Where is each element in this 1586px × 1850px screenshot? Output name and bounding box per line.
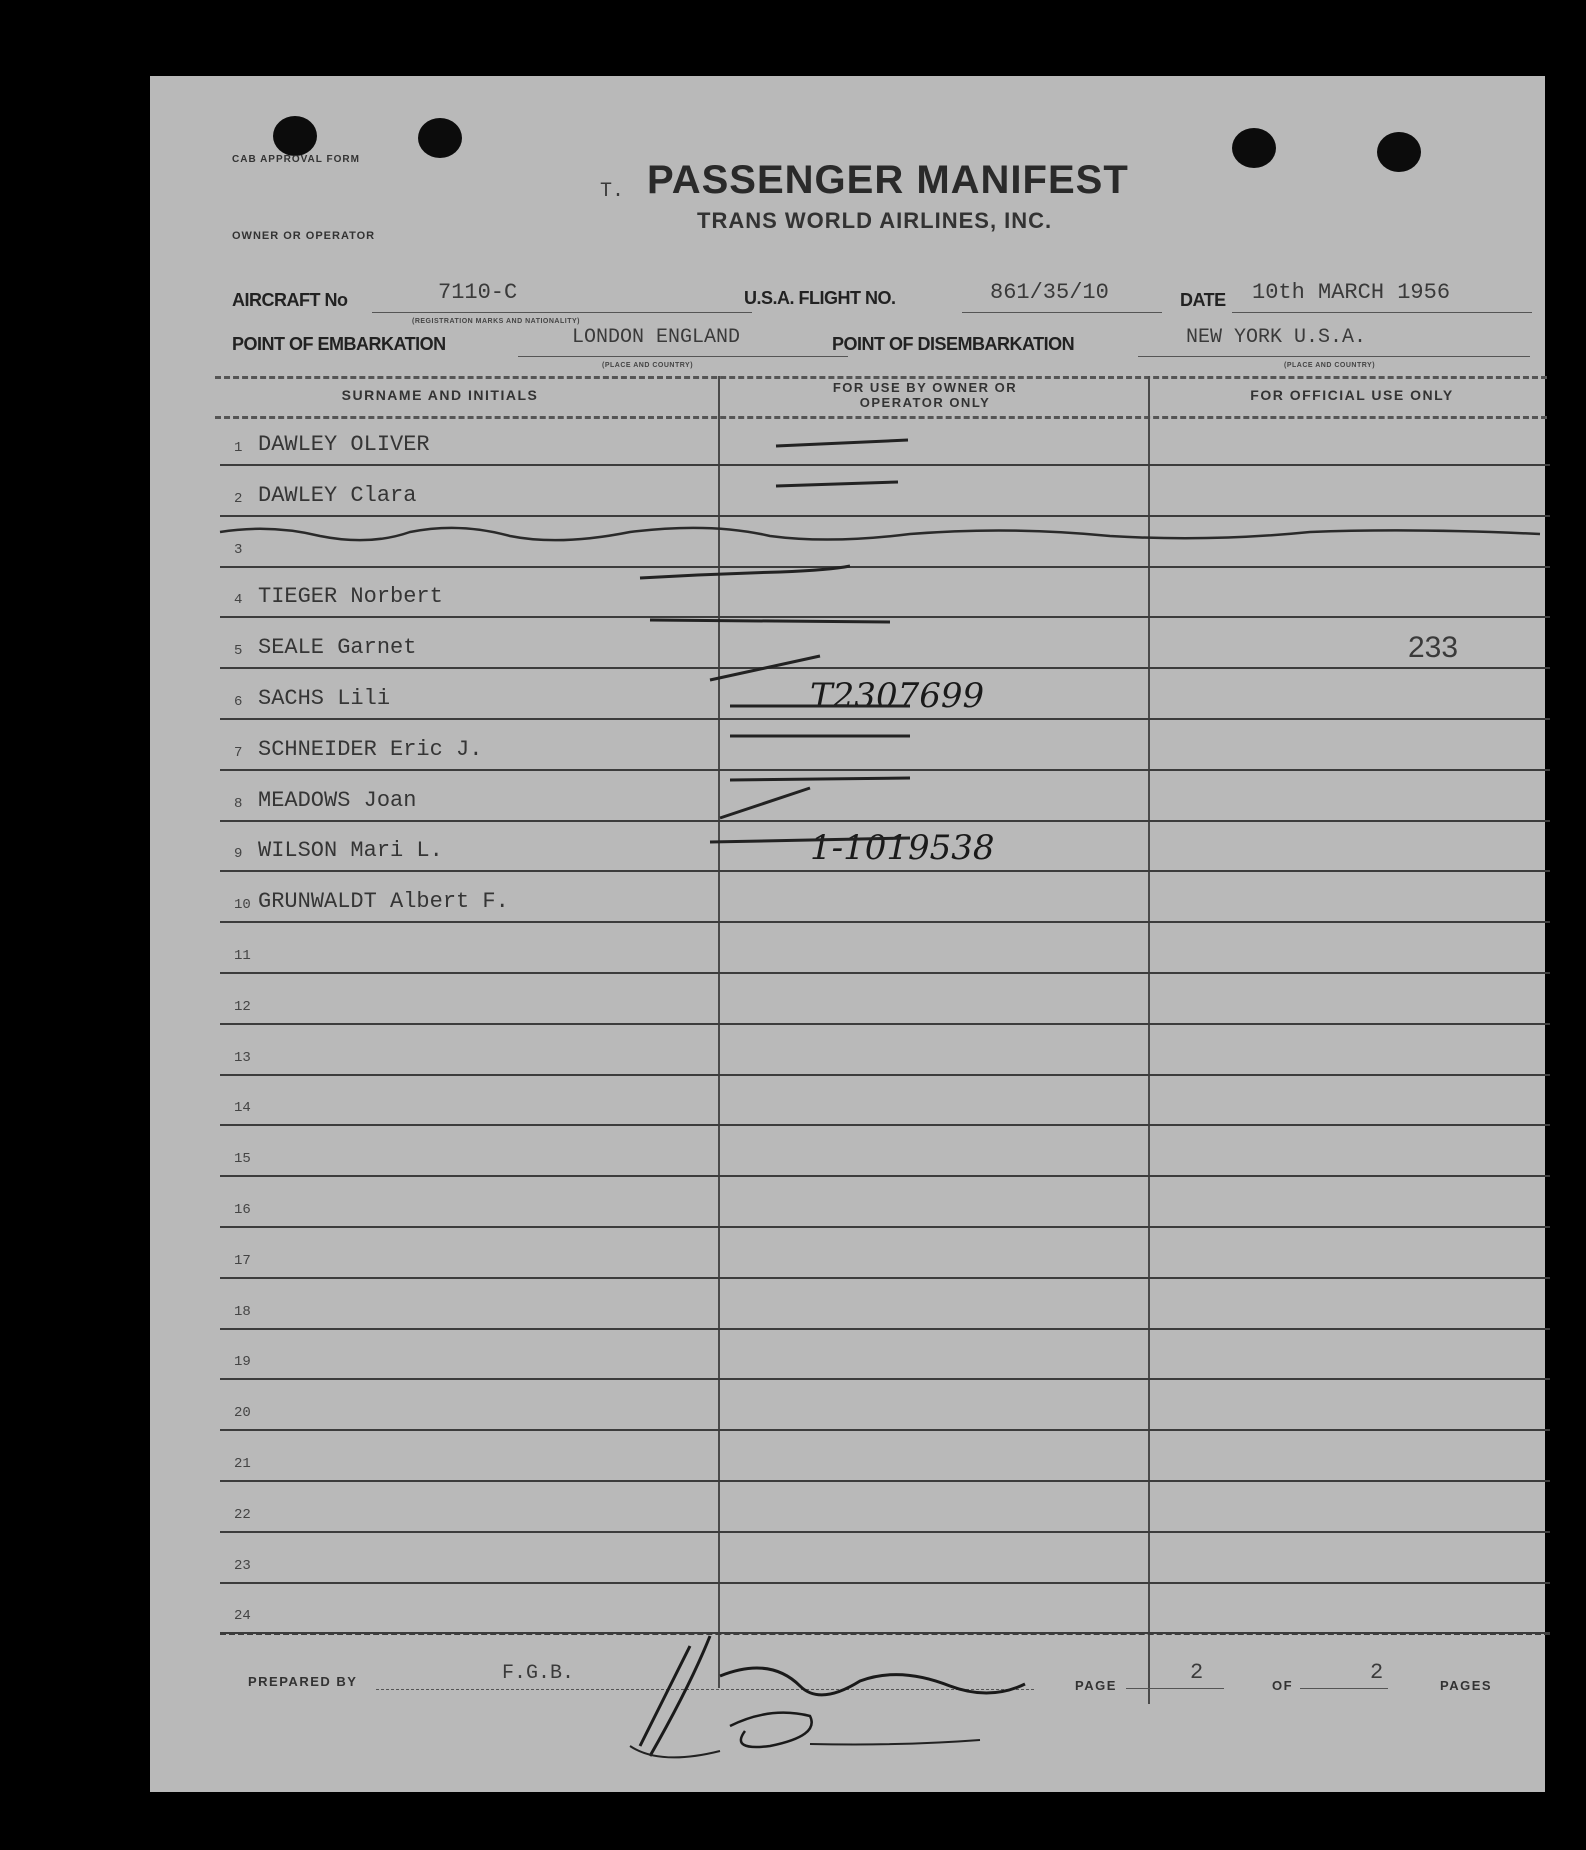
row-number: 20: [234, 1405, 251, 1422]
table-row-rule: [220, 1023, 1550, 1025]
owner-use-entry: 1-1019538: [810, 828, 995, 869]
table-row-rule: [220, 1480, 1550, 1482]
row-number: 16: [234, 1202, 251, 1218]
row-number: 7: [234, 744, 243, 761]
row-number: 6: [234, 694, 243, 710]
date-value: 10th MARCH 1956: [1252, 280, 1451, 305]
disembark-label: POINT OF DISEMBARKATION: [832, 334, 1075, 354]
manifest-document: [150, 76, 1545, 1792]
row-number: 15: [234, 1151, 251, 1168]
table-row-rule: [220, 1328, 1550, 1330]
passenger-name: WILSON Mari L.: [258, 838, 443, 864]
punch-hole: [1377, 132, 1421, 172]
flight-label: U.S.A. FLIGHT NO.: [744, 288, 896, 308]
row-number: 19: [234, 1354, 251, 1371]
punch-hole: [418, 118, 462, 158]
pen-marks: [210, 436, 1550, 856]
column-header-official-use: FOR OFFICIAL USE ONLY: [1250, 387, 1454, 403]
embark-label: POINT OF EMBARKATION: [232, 334, 446, 354]
table-row-rule: [220, 921, 1550, 923]
punch-hole: [1232, 128, 1276, 168]
owner-use-entry: T2307699: [810, 676, 985, 716]
official-use-entry: 233: [1408, 631, 1459, 665]
embark-value: LONDON ENGLAND: [572, 326, 741, 349]
passenger-name: DAWLEY Clara: [258, 482, 417, 508]
row-number: 11: [234, 948, 251, 964]
of-label: OF: [1272, 1678, 1294, 1693]
table-row-rule: [220, 870, 1550, 872]
table-row-rule: [220, 1429, 1550, 1431]
prepared-by-value: F.G.B.: [502, 1662, 575, 1685]
row-number: 18: [234, 1303, 251, 1320]
row-number: 23: [234, 1557, 251, 1574]
owner-label: OWNER OR OPERATOR: [232, 230, 376, 242]
page-label: PAGE: [1075, 1678, 1117, 1693]
passenger-name: MEADOWS Joan: [258, 787, 417, 813]
row-number: 24: [234, 1608, 251, 1625]
row-number: 22: [234, 1506, 251, 1523]
row-number: 4: [234, 592, 243, 609]
table-row-rule: [220, 1124, 1550, 1126]
passenger-name: SACHS Lili: [258, 686, 391, 711]
passenger-name: GRUNWALDT Albert F.: [258, 889, 509, 915]
row-number: 10: [234, 897, 251, 914]
table-row-rule: [220, 1277, 1550, 1279]
prefix-mark: T.: [600, 180, 625, 203]
disembark-note: (PLACE AND COUNTRY): [1284, 362, 1376, 369]
row-number: 12: [234, 998, 251, 1015]
passenger-name: SEALE Garnet: [258, 635, 417, 661]
row-number: 13: [234, 1049, 251, 1066]
pages-label: PAGES: [1440, 1678, 1493, 1693]
flight-value: 861/35/10: [990, 280, 1109, 305]
row-number: 21: [234, 1456, 251, 1472]
embark-note: (PLACE AND COUNTRY): [602, 362, 694, 369]
row-number: 14: [234, 1100, 251, 1117]
table-row-rule: [220, 1378, 1550, 1380]
row-number: 17: [234, 1252, 251, 1269]
form-code: CAB APPROVAL FORM: [232, 154, 360, 165]
row-number: 8: [234, 795, 243, 812]
page-title: PASSENGER MANIFEST: [647, 158, 1129, 202]
table-row-rule: [220, 1074, 1550, 1076]
table-row-rule: [220, 972, 1550, 974]
passenger-name: SCHNEIDER Eric J.: [258, 736, 483, 762]
date-label: DATE: [1180, 290, 1226, 310]
aircraft-value: 7110-C: [438, 280, 518, 305]
disembark-value: NEW YORK U.S.A.: [1186, 326, 1367, 349]
row-number: 9: [234, 846, 243, 863]
table-row-rule: [220, 1531, 1550, 1533]
row-number: 3: [234, 541, 243, 558]
column-header-owner-use: FOR USE BY OWNER OR OPERATOR ONLY: [832, 380, 1018, 410]
signature: [570, 1576, 1040, 1776]
total-pages: 2: [1370, 1660, 1384, 1685]
table-row-rule: [220, 1226, 1550, 1228]
carrier-name: TRANS WORLD AIRLINES, INC.: [697, 208, 1053, 233]
aircraft-label: AIRCRAFT No: [232, 290, 348, 310]
row-number: 1: [234, 440, 243, 456]
table-row-rule: [220, 1175, 1550, 1177]
passenger-name: TIEGER Norbert: [258, 584, 443, 610]
passenger-name: DAWLEY OLIVER: [258, 432, 430, 457]
row-number: 2: [234, 490, 243, 507]
punch-hole: [273, 116, 317, 156]
aircraft-note: (REGISTRATION MARKS AND NATIONALITY): [412, 318, 580, 325]
column-header-surname: SURNAME AND INITIALS: [341, 387, 539, 403]
prepared-by-label: PREPARED BY: [248, 1674, 358, 1689]
page-number: 2: [1190, 1660, 1204, 1685]
row-number: 5: [234, 643, 243, 660]
